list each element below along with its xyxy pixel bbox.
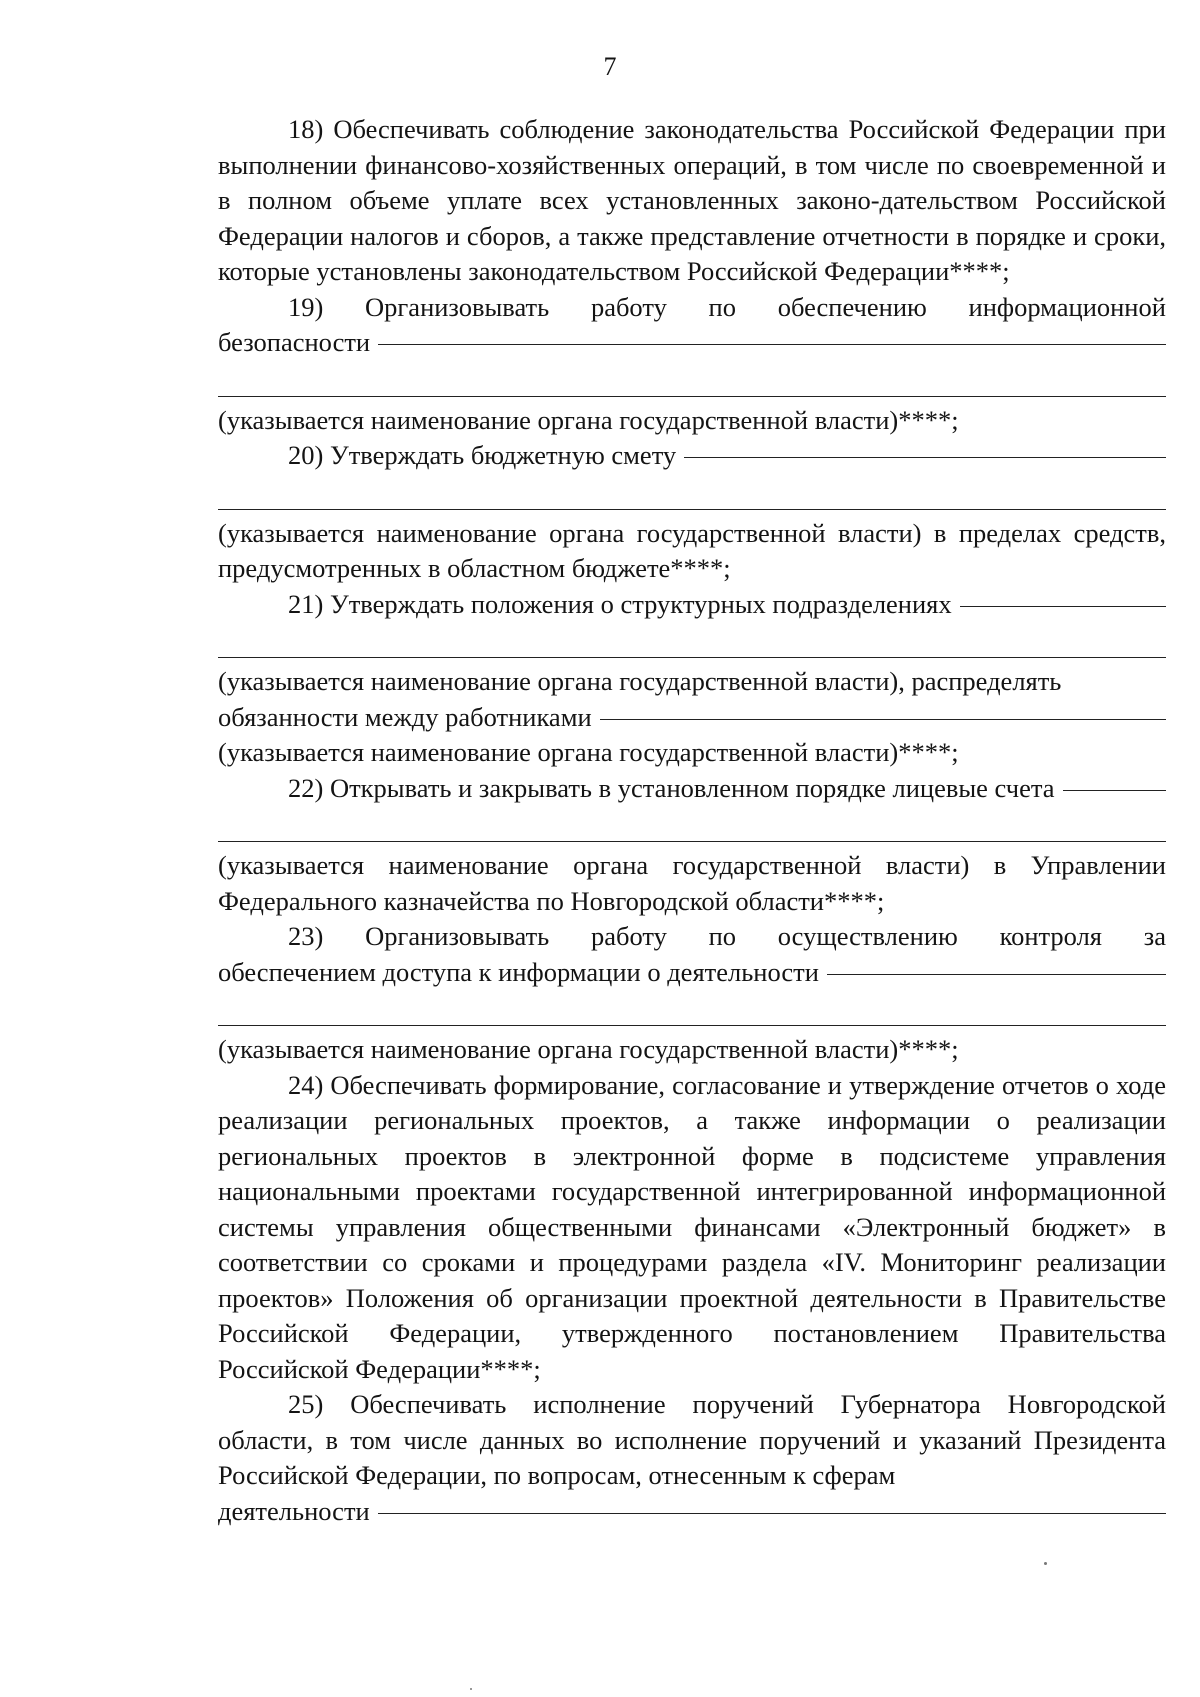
word: за bbox=[1143, 921, 1166, 951]
word: Организовывать bbox=[365, 291, 550, 322]
word: Организовывать bbox=[365, 921, 550, 951]
word: информационной bbox=[968, 291, 1166, 322]
document-body bbox=[218, 112, 1166, 1529]
word: по bbox=[708, 291, 736, 322]
paragraph-21-fill-label: 21) Утверждать положения о структурных подразделениях bbox=[288, 588, 952, 619]
blank-line[interactable] bbox=[600, 719, 1166, 720]
paragraph-21-fill-label-2: обязанности между работниками bbox=[218, 701, 592, 732]
paragraph-19-text bbox=[288, 290, 1166, 326]
paragraph-19-first-line bbox=[218, 290, 1166, 326]
word: работу bbox=[590, 291, 667, 322]
paragraph-25-fill-row bbox=[218, 1494, 1166, 1530]
word: обеспечению bbox=[777, 291, 927, 322]
paragraph-23-note: (указывается наименование органа государственной власти)****; bbox=[218, 1034, 959, 1064]
word: по bbox=[708, 921, 737, 951]
scan-speck bbox=[470, 1688, 472, 1690]
paragraph-23-fill-label: обеспечением доступа к информации о деятельности bbox=[218, 956, 819, 987]
page-number: 7 bbox=[603, 52, 617, 81]
blank-line[interactable] bbox=[378, 344, 1166, 345]
paragraph-25-fill-label: деятельности bbox=[218, 1495, 370, 1526]
paragraph-20-note: (указывается наименование органа государственной власти) в пределах средств, предусмотренных в областном бюджете****; bbox=[218, 517, 1166, 583]
blank-line[interactable] bbox=[218, 616, 1166, 658]
word: контроля bbox=[999, 921, 1102, 951]
paragraph-24: 24) Обеспечивать формирование, согласование и утверждение отчетов о ходе реализации региональных проектов, а также информации о реализации региональных проектов в электронной форме в подсистеме управления национальными проектами государственной интегрированной информационной системы управления общественными финансами «Электронный бюджет» в соответствии со сроками и процедурами раздела «IV. Мониторинг реализации проектов» Положения об организации проектной деятельности в Правительстве Российской Федерации, утвержденного постановлением Правительства Российской Федерации****; bbox=[218, 1069, 1166, 1384]
blank-line[interactable] bbox=[1063, 790, 1166, 791]
word: работу bbox=[590, 921, 667, 951]
paragraph-18: 18) Обеспечивать соблюдение законодательства Российской Федерации при выполнении финансово-хозяйственных операций, в том числе по своевременной и в полном объеме уплате всех установленных законо-дательством Российской Федерации налогов и сборов, а также представление отчетности в порядке и сроки, которые установлены законодательством Российской Федерации****; bbox=[218, 114, 1166, 286]
blank-line[interactable] bbox=[218, 984, 1166, 1026]
word: 19) bbox=[288, 291, 324, 322]
paragraph-20-fill-label: 20) Утверждать бюджетную смету bbox=[288, 440, 677, 470]
paragraph-21-fill-row-2 bbox=[218, 700, 1166, 736]
blank-line[interactable] bbox=[218, 468, 1166, 510]
paragraph-22-fill-label: 22) Открывать и закрывать в установленном порядке лицевые счета bbox=[288, 772, 1055, 803]
paragraph-23-first-line bbox=[218, 919, 1166, 955]
paragraph-22-note: (указывается наименование органа государственной власти) в Управлении Федерального казначейства по Новгородской области****; bbox=[218, 850, 1166, 916]
scan-speck bbox=[1044, 1562, 1047, 1565]
blank-line[interactable] bbox=[827, 974, 1166, 975]
paragraph-25: 25) Обеспечивать исполнение поручений Губернатора Новгородской области, в том числе данных во исполнение поручений и указаний Президента Российской Федерации, по вопросам, отнесенным к сферам bbox=[218, 1389, 1166, 1490]
paragraph-21-note-2: (указывается наименование органа государственной власти)****; bbox=[218, 737, 959, 767]
paragraph-23-text bbox=[288, 919, 1166, 955]
paragraph-21-note-1: (указывается наименование органа государственной власти), распределять bbox=[218, 666, 1062, 696]
blank-line[interactable] bbox=[960, 606, 1166, 607]
word: 23) bbox=[288, 921, 324, 951]
word: осуществлению bbox=[777, 921, 958, 951]
paragraph-19-fill-label: безопасности bbox=[218, 327, 371, 357]
blank-line[interactable] bbox=[378, 1513, 1166, 1514]
blank-line[interactable] bbox=[684, 457, 1166, 458]
paragraph-19-note: (указывается наименование органа государственной власти)****; bbox=[218, 404, 959, 435]
blank-line[interactable] bbox=[218, 800, 1166, 842]
blank-line[interactable] bbox=[218, 355, 1166, 397]
